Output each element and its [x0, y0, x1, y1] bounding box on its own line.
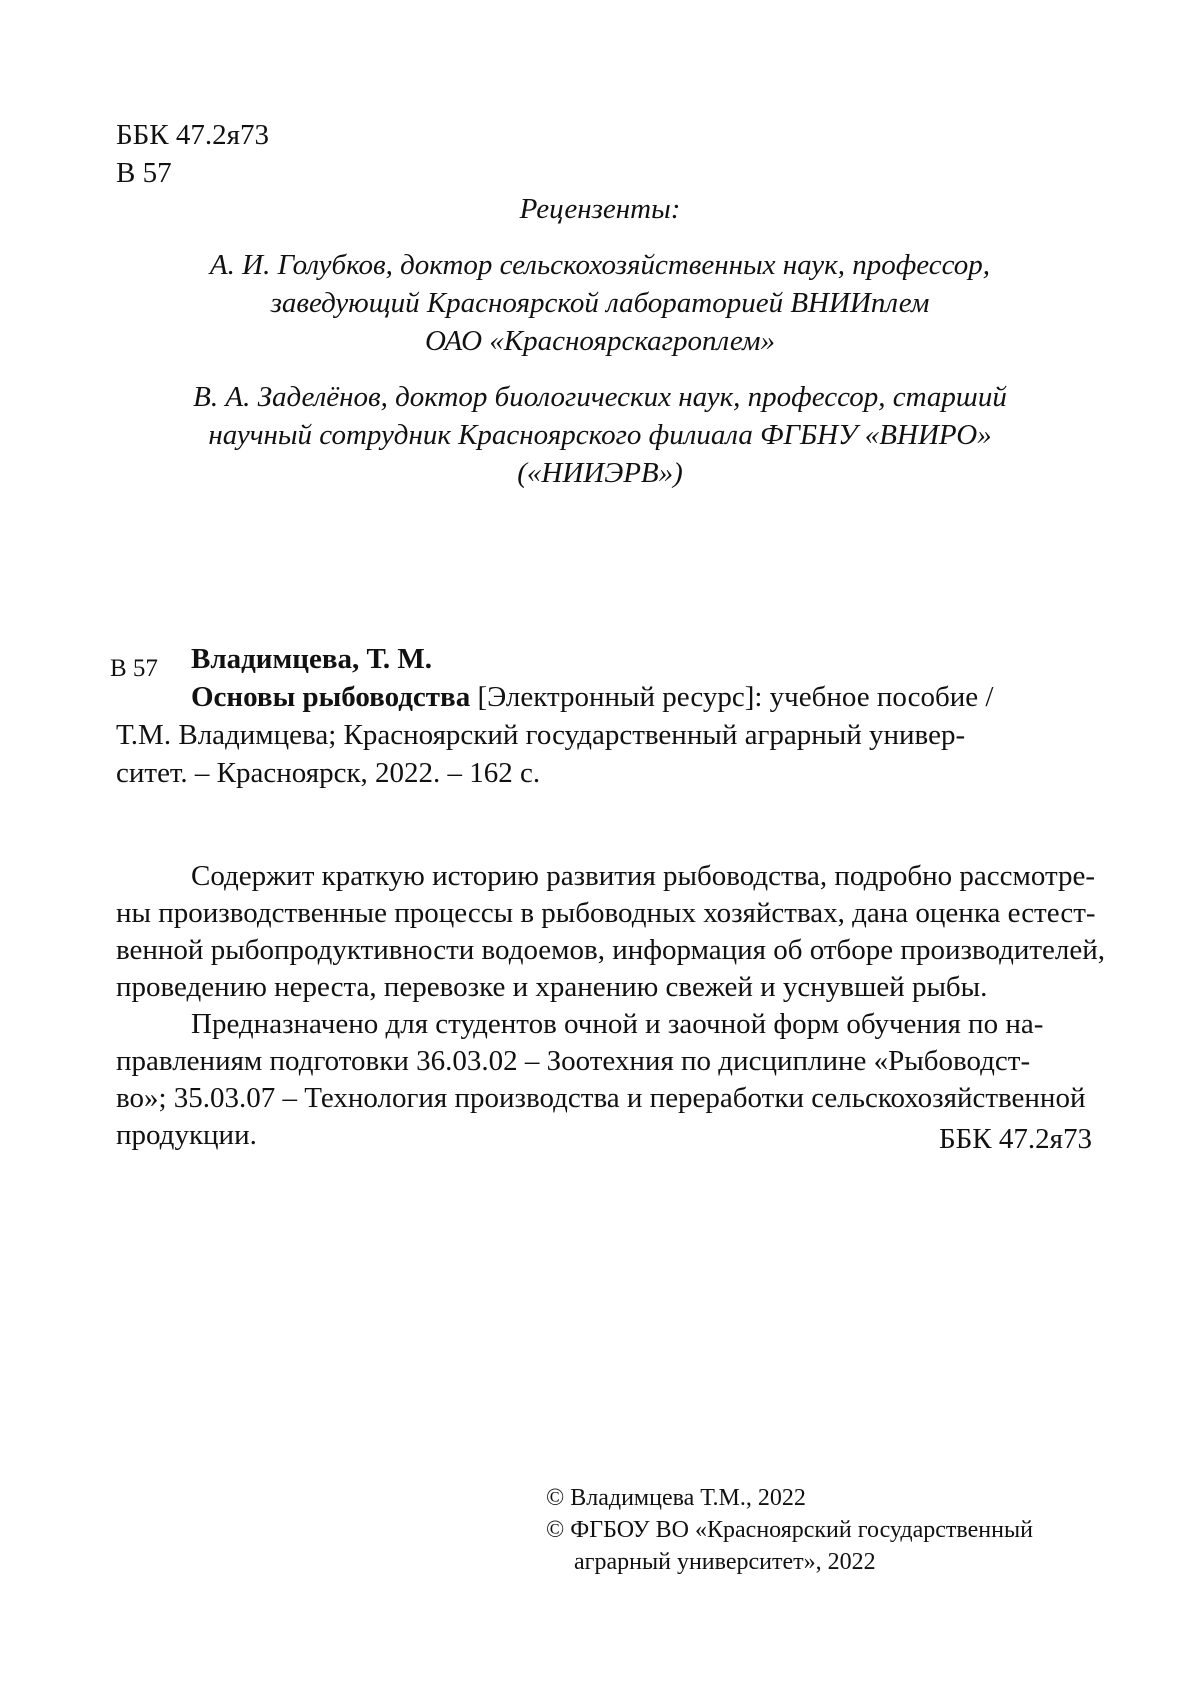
copyright-block [546, 1482, 1033, 1578]
annotation-p2-line-1: Предназначено для студентов очной и заочной форм обучения по на- [191, 1008, 1044, 1040]
bibliography-code: В 57 [110, 655, 158, 682]
catalog-header [116, 116, 269, 192]
bbk-index: ББК 47.2я73 [116, 119, 269, 151]
annotation-p2-line-4: продукции. [116, 1119, 257, 1151]
annotation-p1-line-3: венной рыбопродуктивности водоемов, информация об отборе производителей, [116, 934, 1106, 966]
bibliography-title-line [116, 678, 1092, 716]
reviewer-1 [120, 246, 1080, 360]
copyright-author: © Владимцева Т.М., 2022 [546, 1485, 806, 1511]
copyright-university-cont: аграрный университет», 2022 [574, 1549, 876, 1575]
author-code: В 57 [116, 157, 172, 189]
bibliography-line-3: ситет. – Красноярск, 2022. – 162 с. [116, 757, 541, 789]
annotation-p1-line-1: Содержит краткую историю развития рыбоводства, подробно рассмотре- [191, 860, 1096, 892]
reviewers-heading: Рецензенты: [519, 193, 681, 225]
copyright-university: © ФГБОУ ВО «Красноярский государственный [546, 1517, 1033, 1543]
bibliographic-record [116, 640, 1092, 792]
reviewer-2-line-3: («НИИЭРВ») [517, 457, 683, 489]
reviewer-2 [120, 378, 1080, 492]
bibliography-title: Основы рыбоводства [191, 681, 471, 713]
annotation [116, 858, 1106, 1154]
bibliography-title-rest: [Электронный ресурс]: учебное пособие / [470, 681, 994, 713]
annotation-p2-line-2: правлениям подготовки 36.03.02 – Зоотехния по дисциплине «Рыбоводст- [116, 1045, 1031, 1077]
reviewer-1-line-2: заведующий Красноярской лабораторией ВНИИплем [270, 287, 930, 319]
reviewer-2-line-2: научный сотрудник Красноярского филиала ФГБНУ «ВНИРО» [208, 419, 992, 451]
bibliography-author: Владимцева, Т. М. [191, 643, 433, 675]
reviewer-1-line-3: ОАО «Красноярскагроплем» [424, 325, 776, 357]
annotation-p2-line-3: во»; 35.03.07 – Технология производства и переработки сельскохозяйственной [116, 1082, 1086, 1114]
annotation-p1-line-4: проведению нереста, перевозке и хранению свежей и уснувшей рыбы. [116, 971, 988, 1003]
bbk-index-bottom: ББК 47.2я73 [939, 1123, 1092, 1155]
reviewer-1-line-1: А. И. Голубков, доктор сельскохозяйственных наук, профессор, [209, 249, 991, 281]
annotation-p1-line-2: ны производственные процессы в рыбоводных хозяйствах, дана оценка естест- [116, 897, 1096, 929]
bibliography-line-2: Т.М. Владимцева; Красноярский государственный аграрный универ- [116, 719, 966, 751]
reviewer-2-line-1: В. А. Заделёнов, доктор биологических наук, профессор, старший [193, 381, 1007, 413]
